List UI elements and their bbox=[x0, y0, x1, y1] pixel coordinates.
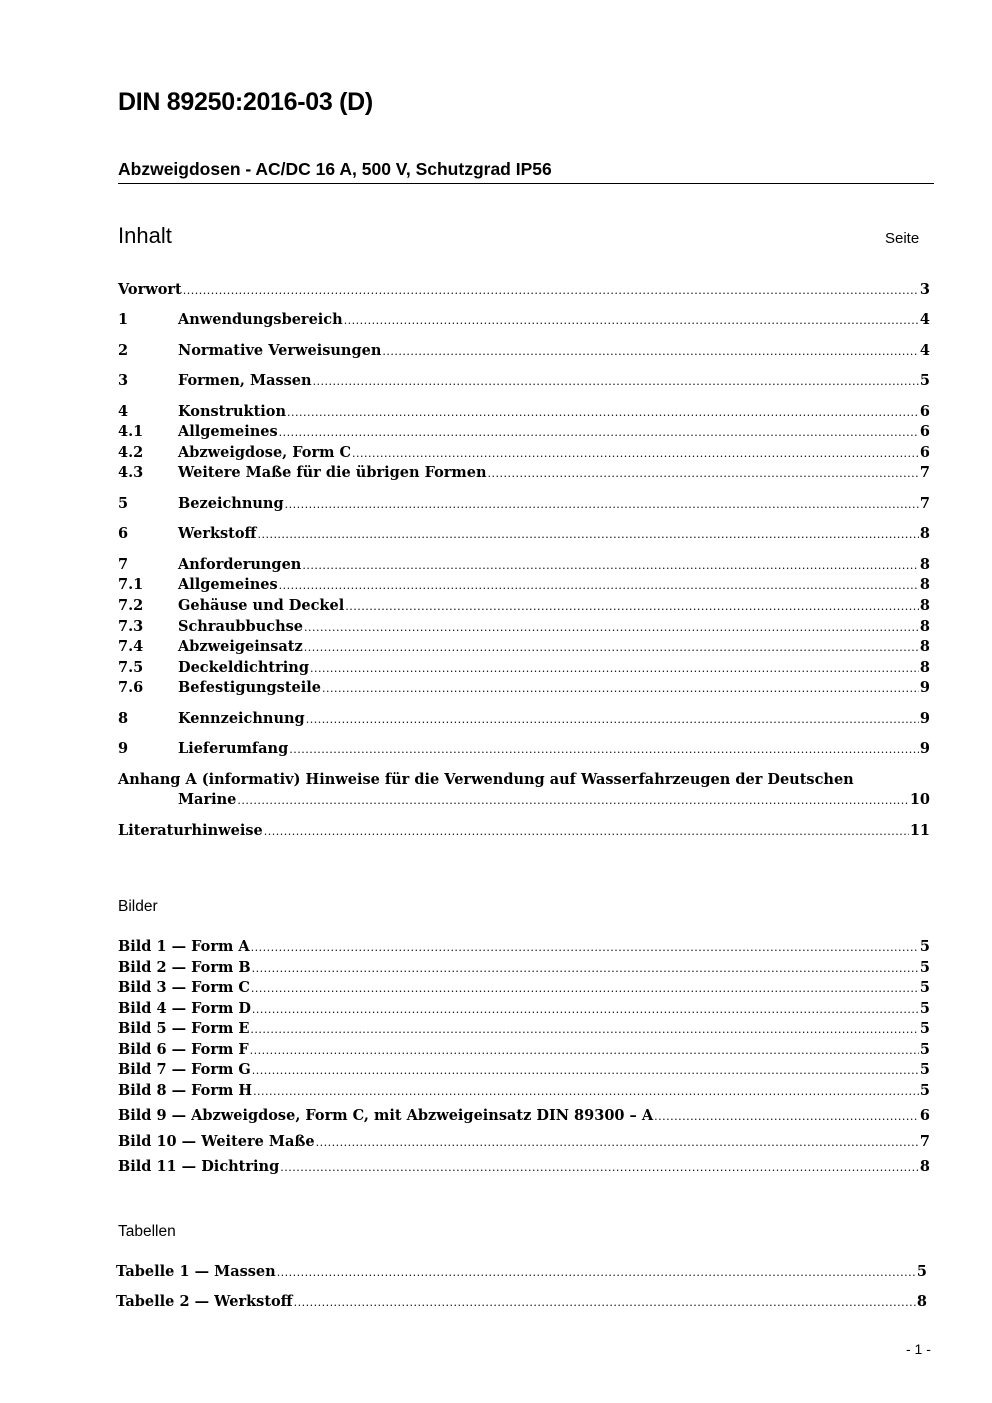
figure-entry-page: 5 bbox=[919, 1041, 930, 1058]
leader-dots bbox=[237, 792, 908, 809]
toc-entry-label: Werkstoff bbox=[178, 525, 257, 542]
table-entry-label: Tabelle 1 — Massen bbox=[116, 1263, 276, 1280]
toc-entry-number: 4.2 bbox=[118, 444, 144, 461]
toc-entry[interactable] bbox=[118, 638, 930, 656]
toc-entry-number: 7.4 bbox=[118, 638, 144, 655]
figure-entry-label: Bild 6 — Form F bbox=[118, 1041, 249, 1058]
figure-entry-label: Bild 7 — Form G bbox=[118, 1061, 251, 1078]
figures-heading: Bilder bbox=[118, 898, 158, 915]
figure-entry-label: Bild 4 — Form D bbox=[118, 1000, 251, 1017]
figure-entry-page: 5 bbox=[919, 1082, 930, 1099]
toc-entry-label: Befestigungsteile bbox=[178, 679, 322, 696]
figure-entry-page: 8 bbox=[919, 1158, 930, 1175]
toc-entry[interactable] bbox=[118, 576, 930, 594]
toc-entry-label: Allgemeines bbox=[178, 576, 278, 593]
leader-dots bbox=[294, 1294, 916, 1311]
toc-entry[interactable] bbox=[118, 597, 930, 615]
toc-entry-page: 8 bbox=[919, 525, 930, 542]
toc-entry-number: 4.1 bbox=[118, 423, 144, 440]
page-column-heading: Seite bbox=[885, 230, 920, 247]
leader-dots bbox=[322, 680, 919, 697]
table-entry[interactable] bbox=[116, 1263, 927, 1281]
toc-entry[interactable] bbox=[118, 342, 930, 360]
figure-entry[interactable] bbox=[118, 1107, 930, 1125]
toc-entry[interactable] bbox=[118, 403, 930, 421]
toc-entry-number: 1 bbox=[118, 311, 129, 328]
table-entry-page: 8 bbox=[916, 1293, 927, 1310]
leader-dots bbox=[302, 557, 919, 574]
toc-entry[interactable] bbox=[118, 311, 930, 329]
toc-entry[interactable] bbox=[118, 525, 930, 543]
figure-entry[interactable] bbox=[118, 959, 930, 977]
leader-dots bbox=[250, 1021, 919, 1038]
toc-entry-number: 9 bbox=[118, 740, 129, 757]
leader-dots bbox=[251, 980, 919, 997]
toc-entry[interactable] bbox=[118, 423, 930, 441]
toc-entry[interactable] bbox=[118, 679, 930, 697]
toc-entry-page: 8 bbox=[919, 576, 930, 593]
leader-dots bbox=[488, 465, 919, 482]
figure-entry[interactable] bbox=[118, 938, 930, 956]
leader-dots bbox=[352, 445, 919, 462]
figure-entry[interactable] bbox=[118, 1041, 930, 1059]
toc-entry-page: 4 bbox=[919, 342, 930, 359]
figure-entry[interactable] bbox=[118, 979, 930, 997]
leader-dots bbox=[277, 1264, 916, 1281]
leader-dots bbox=[310, 660, 919, 677]
toc-entry-label: Konstruktion bbox=[178, 403, 287, 420]
toc-entry-label: Literaturhinweise bbox=[118, 822, 263, 839]
table-entry[interactable] bbox=[116, 1293, 927, 1311]
toc-entry-page: 7 bbox=[919, 495, 930, 512]
title-divider bbox=[118, 183, 934, 184]
figure-entry-label: Bild 2 — Form B bbox=[118, 959, 251, 976]
figure-entry-page: 5 bbox=[919, 1000, 930, 1017]
figure-entry[interactable] bbox=[118, 1158, 930, 1176]
figure-entry-label: Bild 3 — Form C bbox=[118, 979, 250, 996]
toc-entry-page: 8 bbox=[919, 597, 930, 614]
toc-entry-page: 11 bbox=[909, 822, 930, 839]
leader-dots bbox=[279, 577, 919, 594]
leader-dots bbox=[344, 312, 919, 329]
toc-entry-label: Kennzeichnung bbox=[178, 710, 305, 727]
toc-entry-page: 6 bbox=[919, 423, 930, 440]
toc-entry-page: 10 bbox=[909, 791, 930, 808]
figure-entry[interactable] bbox=[118, 1082, 930, 1100]
toc-entry-vorwort[interactable] bbox=[118, 281, 930, 299]
leader-dots bbox=[304, 619, 919, 636]
toc-entry[interactable] bbox=[118, 740, 930, 758]
toc-entry-page: 6 bbox=[919, 444, 930, 461]
leader-dots bbox=[251, 939, 919, 956]
leader-dots bbox=[289, 741, 919, 758]
toc-entry-page: 9 bbox=[919, 740, 930, 757]
leader-dots bbox=[654, 1108, 919, 1125]
leader-dots bbox=[279, 424, 919, 441]
toc-entry-page: 8 bbox=[919, 638, 930, 655]
figure-entry-label: Bild 11 — Dichtring bbox=[118, 1158, 280, 1175]
leader-dots bbox=[304, 639, 919, 656]
leader-dots bbox=[252, 960, 919, 977]
toc-entry-label: Abzweigdose, Form C bbox=[178, 444, 352, 461]
toc-entry-label: Lieferumfang bbox=[178, 740, 289, 757]
toc-entry-label: Schraubbuchse bbox=[178, 618, 303, 635]
toc-entry-number: 7.3 bbox=[118, 618, 144, 635]
leader-dots bbox=[316, 1134, 919, 1151]
contents-heading: Inhalt bbox=[118, 223, 172, 248]
toc-entry-label: Bezeichnung bbox=[178, 495, 284, 512]
toc-entry-number: 3 bbox=[118, 372, 129, 389]
tables-heading: Tabellen bbox=[118, 1223, 176, 1240]
toc-annex-title[interactable]: Anhang A (informativ) Hinweise für die Verwendung auf Wasserfahrzeugen der Deutschen bbox=[118, 771, 854, 788]
toc-entry-number: 5 bbox=[118, 495, 129, 512]
figure-entry-label: Bild 8 — Form H bbox=[118, 1082, 253, 1099]
toc-entry[interactable] bbox=[118, 659, 930, 677]
toc-entry[interactable] bbox=[118, 710, 930, 728]
figure-entry-page: 5 bbox=[919, 1061, 930, 1078]
figure-entry-page: 6 bbox=[919, 1107, 930, 1124]
toc-entry-number: 2 bbox=[118, 342, 129, 359]
toc-entry-label: Anforderungen bbox=[178, 556, 302, 573]
figure-entry-page: 5 bbox=[919, 959, 930, 976]
page-number: - 1 - bbox=[906, 1341, 931, 1357]
toc-entry[interactable] bbox=[118, 372, 930, 390]
toc-entry-page: 7 bbox=[919, 464, 930, 481]
toc-entry-number: 7.5 bbox=[118, 659, 144, 676]
toc-entry-page: 9 bbox=[919, 679, 930, 696]
toc-entry-label: Formen, Massen bbox=[178, 372, 312, 389]
toc-entry[interactable] bbox=[118, 495, 930, 513]
toc-entry-number: 7 bbox=[118, 556, 129, 573]
figure-entry-label: Bild 5 — Form E bbox=[118, 1020, 250, 1037]
toc-entry-number: 7.2 bbox=[118, 597, 144, 614]
toc-entry-page: 9 bbox=[919, 710, 930, 727]
figure-entry-page: 5 bbox=[919, 938, 930, 955]
figure-entry[interactable] bbox=[118, 1133, 930, 1151]
table-entry-page: 5 bbox=[916, 1263, 927, 1280]
leader-dots bbox=[287, 404, 919, 421]
leader-dots bbox=[264, 823, 909, 840]
leader-dots bbox=[382, 343, 919, 360]
toc-entry-bibliography[interactable] bbox=[118, 822, 930, 840]
figure-entry-page: 5 bbox=[919, 1020, 930, 1037]
toc-entry-number: 8 bbox=[118, 710, 129, 727]
toc-entry[interactable] bbox=[118, 618, 930, 636]
toc-entry-label: Abzweigeinsatz bbox=[178, 638, 303, 655]
leader-dots bbox=[257, 526, 918, 543]
toc-entry[interactable] bbox=[118, 556, 930, 574]
figure-entry-page: 5 bbox=[919, 979, 930, 996]
toc-entry-label: Deckeldichtring bbox=[178, 659, 309, 676]
figure-entry[interactable] bbox=[118, 1000, 930, 1018]
toc-entry-page: 4 bbox=[919, 311, 930, 328]
leader-dots bbox=[313, 373, 919, 390]
toc-entry-page: 8 bbox=[919, 556, 930, 573]
leader-dots bbox=[345, 598, 919, 615]
figure-entry-page: 7 bbox=[919, 1133, 930, 1150]
figure-entry-label: Bild 9 — Abzweigdose, Form C, mit Abzweigeinsatz DIN 89300 – A bbox=[118, 1107, 654, 1124]
table-entry-label: Tabelle 2 — Werkstoff bbox=[116, 1293, 293, 1310]
toc-entry-label: Normative Verweisungen bbox=[178, 342, 382, 359]
toc-entry-page: 5 bbox=[919, 372, 930, 389]
toc-entry-number: 6 bbox=[118, 525, 129, 542]
toc-entry-number: 7.1 bbox=[118, 576, 144, 593]
figure-entry-label: Bild 1 — Form A bbox=[118, 938, 250, 955]
toc-entry-page: 6 bbox=[919, 403, 930, 420]
leader-dots bbox=[306, 711, 919, 728]
toc-entry-number: 7.6 bbox=[118, 679, 144, 696]
document-subtitle: Abzweigdosen - AC/DC 16 A, 500 V, Schutzgrad IP56 bbox=[118, 159, 552, 179]
toc-entry-label: Marine bbox=[178, 791, 237, 808]
leader-dots bbox=[285, 496, 919, 513]
toc-entry[interactable] bbox=[118, 464, 930, 482]
toc-entry-number: 4.3 bbox=[118, 464, 144, 481]
leader-dots bbox=[253, 1083, 919, 1100]
figure-entry[interactable] bbox=[118, 1061, 930, 1079]
toc-annex-entry[interactable] bbox=[178, 791, 930, 809]
leader-dots bbox=[280, 1159, 919, 1176]
toc-entry-label: Anwendungsbereich bbox=[178, 311, 343, 328]
document-title: DIN 89250:2016-03 (D) bbox=[118, 88, 373, 116]
toc-entry-page: 8 bbox=[919, 618, 930, 635]
toc-entry-label: Vorwort bbox=[118, 281, 182, 298]
toc-entry-label: Gehäuse und Deckel bbox=[178, 597, 345, 614]
toc-entry-label: Weitere Maße für die übrigen Formen bbox=[178, 464, 487, 481]
leader-dots bbox=[252, 1062, 919, 1079]
toc-entry-page: 8 bbox=[919, 659, 930, 676]
leader-dots bbox=[252, 1001, 919, 1018]
toc-entry[interactable] bbox=[118, 444, 930, 462]
leader-dots bbox=[250, 1042, 919, 1059]
toc-entry-label: Allgemeines bbox=[178, 423, 278, 440]
figure-entry-label: Bild 10 — Weitere Maße bbox=[118, 1133, 315, 1150]
toc-entry-number: 4 bbox=[118, 403, 129, 420]
leader-dots bbox=[183, 282, 919, 299]
figure-entry[interactable] bbox=[118, 1020, 930, 1038]
toc-entry-page: 3 bbox=[919, 281, 930, 298]
